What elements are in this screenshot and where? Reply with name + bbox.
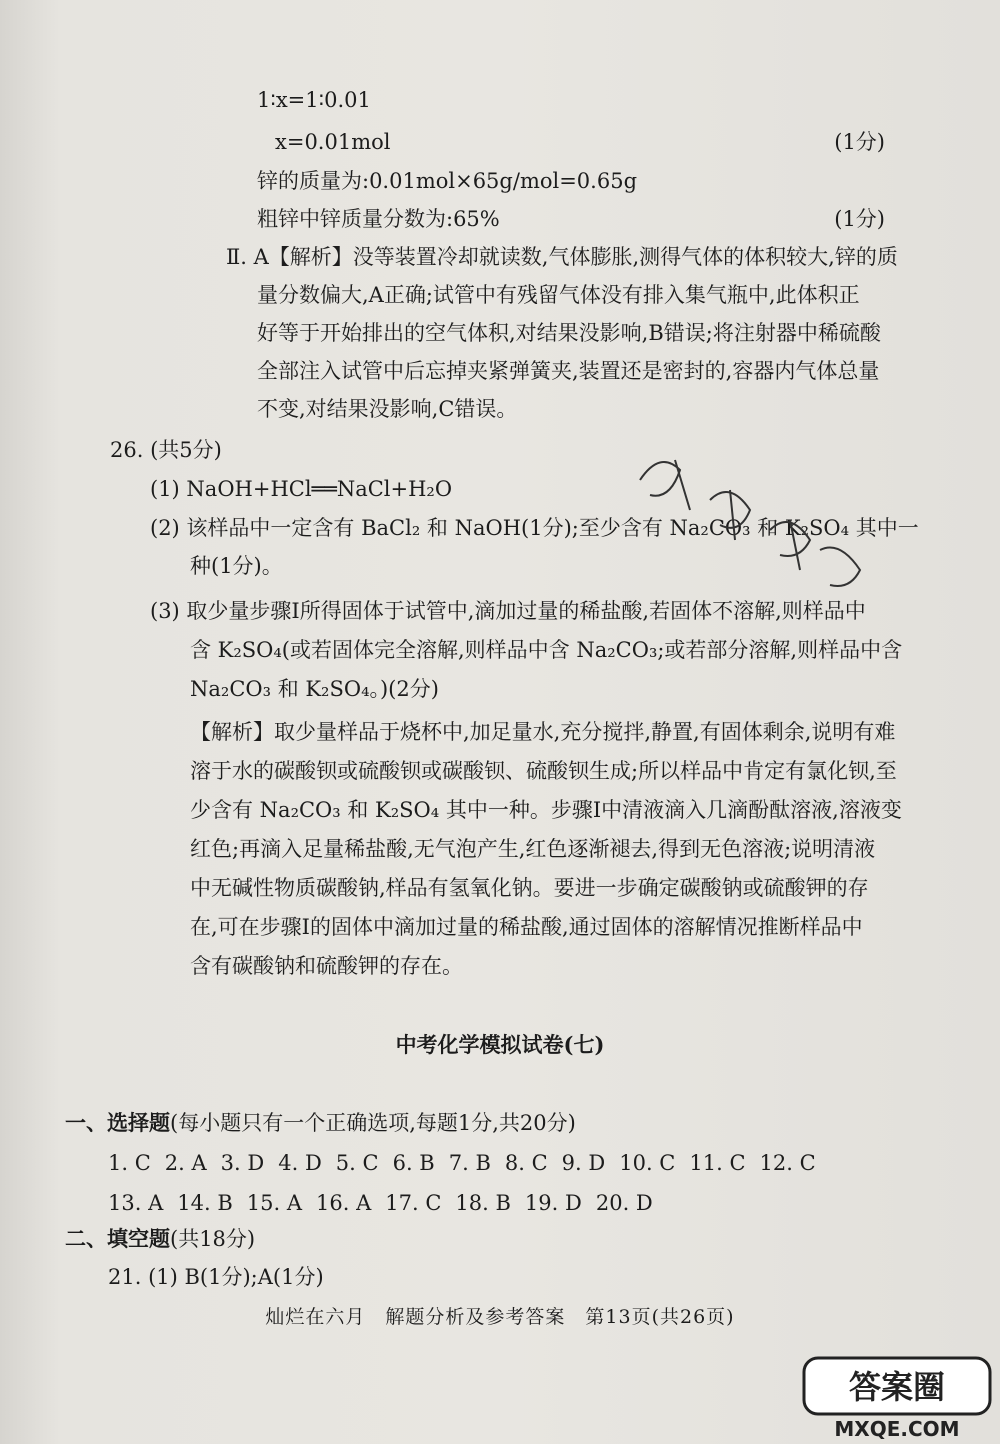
x-value-line: x=0.01mol <box>275 130 391 154</box>
watermark-logo <box>802 1356 992 1440</box>
explanation-line: 少含有 Na₂CO₃ 和 K₂SO₄ 其中一种。步骤Ⅰ中清液滴入几滴酚酞溶液,溶液变 <box>190 798 902 822</box>
explanation-line: 在,可在步骤Ⅰ的固体中滴加过量的稀盐酸,通过固体的溶解情况推断样品中 <box>190 915 863 939</box>
answer-item: 7. B <box>448 1151 491 1175</box>
page-footer: 灿烂在六月 解题分析及参考答案 第13页(共26页) <box>265 1306 735 1328</box>
analysis-line: 量分数偏大,A正确;试管中有残留气体没有排入集气瓶中,此体积正 <box>257 283 860 307</box>
zinc-mass-line: 锌的质量为:0.01mol×65g/mol=0.65g <box>257 169 638 193</box>
section-2-label: 二、填空题 <box>65 1226 170 1251</box>
section-1-label: 一、选择题 <box>65 1110 170 1135</box>
answer-item: 12. C <box>759 1151 816 1175</box>
answer-item: 18. B <box>455 1191 511 1215</box>
explanation-line: 溶于水的碳酸钡或硫酸钡或碳酸钡、硫酸钡生成;所以样品中肯定有氯化钡,至 <box>190 759 897 783</box>
q26-part2-cont: 种(1分)。 <box>190 554 283 578</box>
answer-item: 2. A <box>164 1151 207 1175</box>
ratio-line: 1∶x=1∶0.01 <box>257 88 371 112</box>
answer-item: 3. D <box>220 1151 265 1175</box>
analysis-line: 好等于开始排出的空气体积,对结果没影响,B错误;将注射器中稀硫酸 <box>257 321 881 345</box>
answer-item: 11. C <box>689 1151 746 1175</box>
q26-part3: (3) 取少量步骤Ⅰ所得固体于试管中,滴加过量的稀盐酸,若固体不溶解,则样品中 <box>150 599 866 623</box>
answer-item: 9. D <box>561 1151 606 1175</box>
q26-part3-cont: 含 K₂SO₄(或若固体完全溶解,则样品中含 Na₂CO₃;或若部分溶解,则样品中含 <box>190 638 903 662</box>
analysis-line: Ⅱ. A【解析】没等装置冷却就读数,气体膨胀,测得气体的体积较大,锌的质 <box>226 245 898 269</box>
answer-item: 16. A <box>316 1191 372 1215</box>
exam-title: 中考化学模拟试卷(七) <box>395 1032 605 1057</box>
answer-item: 1. C <box>108 1151 151 1175</box>
answer-item: 8. C <box>504 1151 548 1175</box>
explanation-line: 红色;再滴入足量稀盐酸,无气泡产生,红色逐渐褪去,得到无色溶液;说明清液 <box>190 837 876 861</box>
explanation-line: 【解析】取少量样品于烧杯中,加足量水,充分搅拌,静置,有固体剩余,说明有难 <box>190 720 896 744</box>
watermark-url: MXQE.COM <box>834 1417 960 1440</box>
question-21: 21. (1) B(1分);A(1分) <box>108 1265 324 1289</box>
q26-part1: (1) NaOH+HCl══NaCl+H₂O <box>150 477 453 501</box>
answer-item: 10. C <box>619 1151 676 1175</box>
answer-item: 17. C <box>385 1191 442 1215</box>
section-2-title <box>65 1224 255 1254</box>
answer-item: 5. C <box>335 1151 379 1175</box>
explanation-line: 中无碱性物质碳酸钠,样品有氢氧化钠。要进一步确定碳酸钠或硫酸钾的存 <box>190 876 869 900</box>
answer-row-2 <box>108 1188 667 1218</box>
q26-part2: (2) 该样品中一定含有 BaCl₂ 和 NaOH(1分);至少含有 Na₂CO₃ 和 K₂SO₄ 其中一 <box>150 516 919 540</box>
answer-item: 13. A <box>108 1191 164 1215</box>
answer-row-1 <box>108 1148 830 1178</box>
section-2-note: (共18分) <box>170 1227 256 1251</box>
handwriting-scribble <box>630 440 890 600</box>
watermark-text: 答案圈 <box>848 1368 946 1406</box>
q26-part3-cont: Na₂CO₃ 和 K₂SO₄。)(2分) <box>190 677 439 701</box>
zinc-fraction-line: 粗锌中锌质量分数为:65% <box>257 207 500 231</box>
analysis-line: 不变,对结果没影响,C错误。 <box>257 397 518 421</box>
answer-item: 14. B <box>177 1191 233 1215</box>
section-1-title <box>65 1108 576 1138</box>
answer-item: 20. D <box>595 1191 653 1215</box>
explanation-line: 含有碳酸钠和硫酸钾的存在。 <box>190 954 463 978</box>
score-label: (1分) <box>834 130 885 154</box>
answer-item: 19. D <box>524 1191 582 1215</box>
score-label: (1分) <box>834 207 885 231</box>
question-26-heading: 26. (共5分) <box>110 438 222 462</box>
answer-item: 15. A <box>246 1191 303 1215</box>
section-1-note: (每小题只有一个正确选项,每题1分,共20分) <box>170 1111 576 1135</box>
analysis-line: 全部注入试管中后忘掉夹紧弹簧夹,装置还是密封的,容器内气体总量 <box>257 359 880 383</box>
answer-item: 4. D <box>278 1151 322 1175</box>
answer-item: 6. B <box>392 1151 435 1175</box>
